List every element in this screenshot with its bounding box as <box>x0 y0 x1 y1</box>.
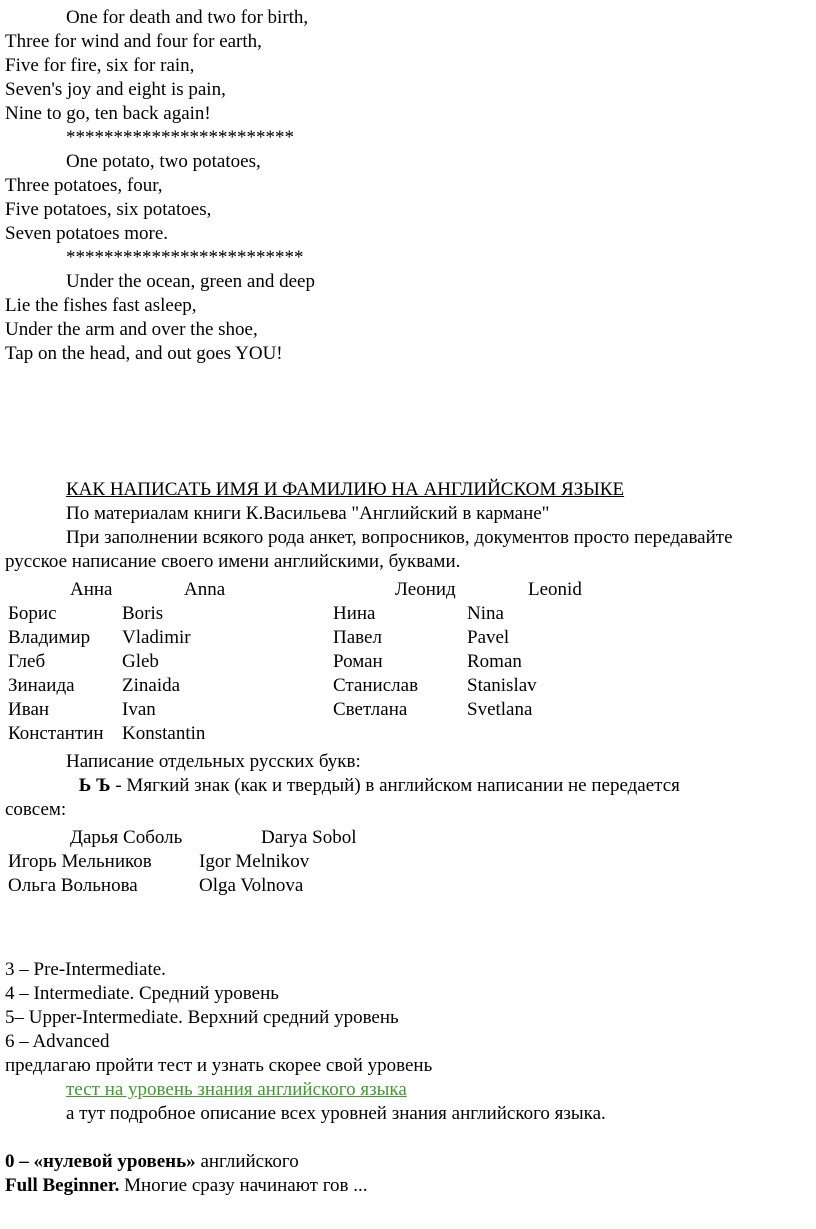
article-source: По материалам книги К.Васильева "Английский в кармане" <box>66 503 550 524</box>
level-item: 5– Upper-Intermediate. Верхний средний уровень <box>5 1007 399 1028</box>
soft-hard-text: - Мягкий знак (как и твердый) в английском написании не передается <box>110 775 680 796</box>
poem-line: Five potatoes, six potatoes, <box>5 199 212 220</box>
poem-line: Lie the fishes fast asleep, <box>5 295 197 316</box>
article-intro: При заполнении всякого рода анкет, вопросников, документов просто передавайте <box>66 527 733 548</box>
name-en: Nina <box>467 603 504 624</box>
name-ru: Анна <box>70 579 113 600</box>
name-ru: Павел <box>333 627 382 648</box>
levels-description: а тут подробное описание всех уровней знания английского языка. <box>66 1103 606 1124</box>
name-en: Roman <box>467 651 522 672</box>
name-ru: Роман <box>333 651 383 672</box>
article-heading: КАК НАПИСАТЬ ИМЯ И ФАМИЛИЮ НА АНГЛИЙСКОМ ЯЗЫКЕ <box>66 479 625 500</box>
article-intro: русское написание своего имени английскими, буквами. <box>5 551 461 572</box>
name-en: Konstantin <box>122 723 206 744</box>
full-beginner-rest: Многие сразу начинают гов ... <box>119 1175 368 1196</box>
letters-title: Написание отдельных русских букв: <box>66 751 361 772</box>
name-en: Svetlana <box>467 699 533 720</box>
name-en: Anna <box>184 579 226 600</box>
zero-level <box>5 1150 299 1174</box>
name-ru: Константин <box>8 723 104 744</box>
test-offer: предлагаю пройти тест и узнать скорее свой уровень <box>5 1055 433 1076</box>
poem-line: Tap on the head, and out goes YOU! <box>5 343 283 364</box>
name-en: Pavel <box>467 627 510 648</box>
name-ru: Глеб <box>8 651 46 672</box>
name-ru: Станислав <box>333 675 419 696</box>
level-item: 3 – Pre-Intermediate. <box>5 959 166 980</box>
name-en: Gleb <box>122 651 159 672</box>
name-en: Zinaida <box>122 675 181 696</box>
name-en: Ivan <box>122 699 156 720</box>
poem-line: Seven potatoes more. <box>5 223 169 244</box>
name-ru: Светлана <box>333 699 408 720</box>
level-item: 4 – Intermediate. Средний уровень <box>5 983 279 1004</box>
name-en: Leonid <box>528 579 582 600</box>
surname-ru: Игорь Мельников <box>8 851 152 872</box>
poem-line: Three for wind and four for earth, <box>5 31 262 52</box>
zero-level-title: 0 – «нулевой уровень» <box>5 1151 196 1172</box>
name-ru: Борис <box>8 603 57 624</box>
surname-en: Darya Sobol <box>261 827 357 848</box>
separator: ************************ <box>66 127 294 148</box>
full-beginner <box>5 1174 368 1198</box>
name-en: Stanislav <box>467 675 537 696</box>
name-ru: Нина <box>333 603 376 624</box>
poem-line: Five for fire, six for rain, <box>5 55 195 76</box>
soft-hard-text-cont: совсем: <box>5 799 67 820</box>
name-ru: Иван <box>8 699 50 720</box>
soft-hard-note <box>66 774 680 799</box>
zero-level-rest: английского <box>195 1151 299 1172</box>
name-en: Vladimir <box>122 627 191 648</box>
poem-line: One potato, two potatoes, <box>66 151 261 172</box>
surname-en: Olga Volnova <box>199 875 304 896</box>
full-beginner-title: Full Beginner. <box>5 1175 120 1196</box>
soft-hard-letters: Ь Ъ <box>78 775 111 796</box>
poem-line: Under the ocean, green and deep <box>66 271 315 292</box>
level-item: 6 – Advanced <box>5 1031 110 1052</box>
name-ru: Зинаида <box>8 675 75 696</box>
poem-line: Three potatoes, four, <box>5 175 163 196</box>
level-test-link[interactable]: тест на уровень знания английского языка <box>66 1079 407 1100</box>
surname-en: Igor Melnikov <box>199 851 310 872</box>
name-ru: Владимир <box>8 627 91 648</box>
poem-line: Nine to go, ten back again! <box>5 103 211 124</box>
poem-line: Under the arm and over the shoe, <box>5 319 258 340</box>
surname-ru: Ольга Вольнова <box>8 875 138 896</box>
poem-line: Seven's joy and eight is pain, <box>5 79 226 100</box>
separator: ************************* <box>66 247 304 268</box>
poem-line: One for death and two for birth, <box>66 7 309 28</box>
surname-ru: Дарья Соболь <box>70 827 183 848</box>
name-en: Boris <box>122 603 164 624</box>
name-ru: Леонид <box>395 579 456 600</box>
